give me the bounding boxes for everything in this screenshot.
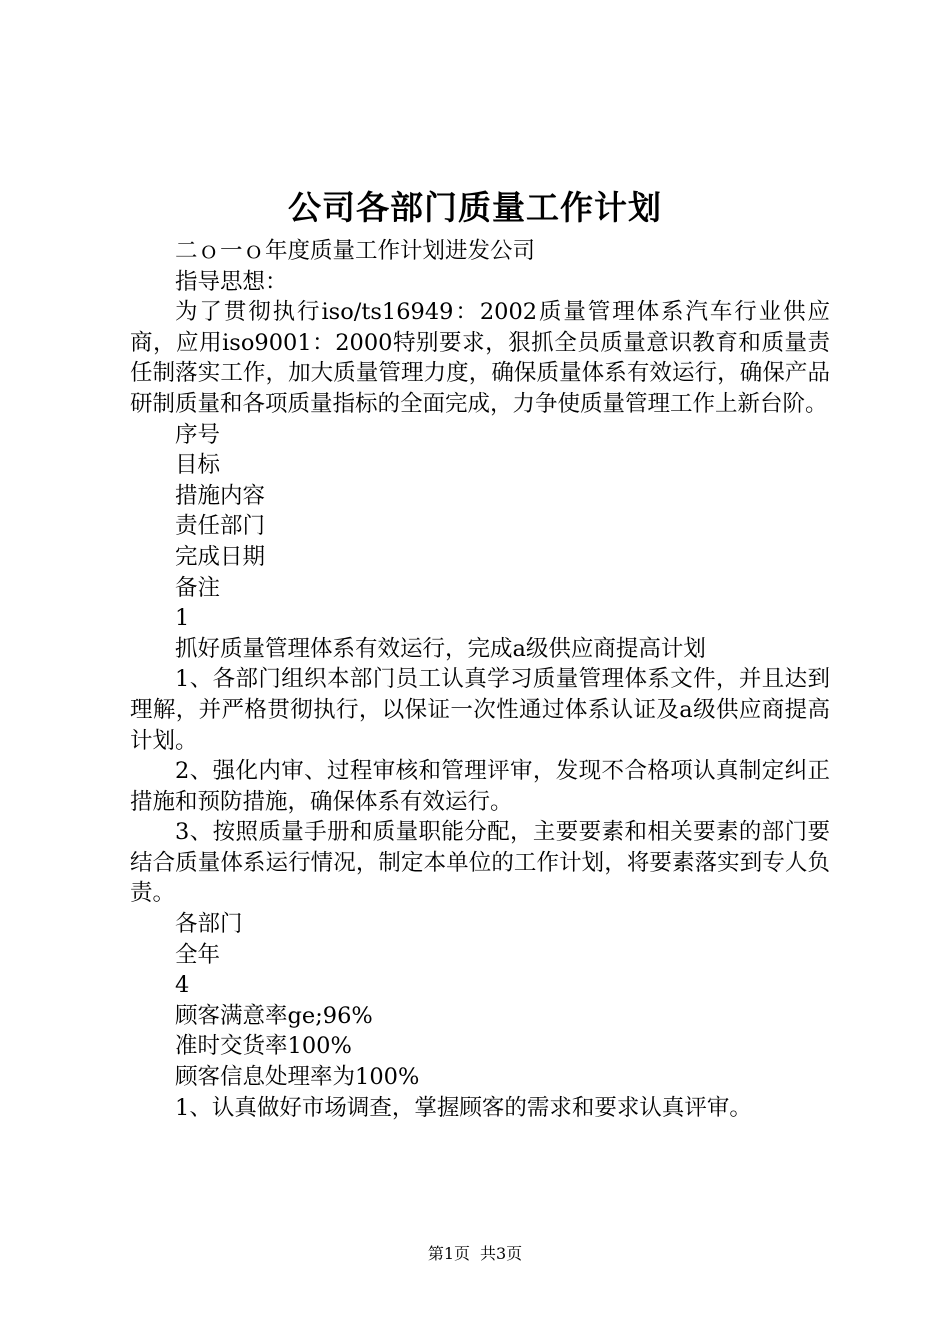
paragraph: 4 <box>175 972 190 999</box>
paragraph: 3、按照质量手册和质量职能分配，主要要素和相关要素的部门要结合质量体系运行情况，制定本单位的工作计划，将要素落实到专人负责。 <box>130 819 830 907</box>
paragraph: 序号 <box>175 421 221 448</box>
paragraph: 顾客信息处理率为100% <box>175 1064 420 1091</box>
paragraph: 全年 <box>175 941 221 968</box>
paragraph: 1 <box>175 605 190 632</box>
paragraph: 完成日期 <box>175 543 266 570</box>
paragraph: 1、认真做好市场调查，掌握顾客的需求和要求认真评审。 <box>175 1094 752 1121</box>
paragraph: 1、各部门组织本部门员工认真学习质量管理体系文件，并且达到理解，并严格贯彻执行，以保证一次性通过体系认证及a级供应商提高计划。 <box>130 666 830 754</box>
paragraph: 二ｏ一ｏ年度质量工作计划进发公司 <box>175 238 536 264</box>
paragraph: 指导思想： <box>175 268 288 295</box>
page-footer <box>0 1242 950 1266</box>
page-total: 共3页 <box>480 1244 523 1263</box>
paragraph: 各部门 <box>175 911 243 938</box>
paragraph: 2、强化内审、过程审核和管理评审，发现不合格项认真制定纠正措施和预防措施，确保体系有效运行。 <box>130 758 830 815</box>
paragraph: 顾客满意率ge;96% <box>175 1002 373 1029</box>
document-body <box>130 236 830 1123</box>
page-number: 第1页 <box>427 1244 470 1263</box>
paragraph: 目标 <box>175 452 221 479</box>
document-title: 公司各部门质量工作计划 <box>288 188 662 227</box>
paragraph: 措施内容 <box>175 482 266 509</box>
paragraph: 准时交货率100% <box>175 1033 352 1060</box>
paragraph: 抓好质量管理体系有效运行，完成a级供应商提高计划 <box>175 635 706 662</box>
paragraph: 为了贯彻执行iso/ts16949：2002质量管理体系汽车行业供应商，应用iso9001：2000特别要求，狠抓全员质量意识教育和质量责任制落实工作，加大质量管理力度，确保质量体系有效运行，确保产品研制质量和各项质量指标的全面完成，力争使质量管理工作上新台阶。 <box>130 299 830 417</box>
paragraph: 责任部门 <box>175 513 266 540</box>
paragraph: 备注 <box>175 574 221 601</box>
